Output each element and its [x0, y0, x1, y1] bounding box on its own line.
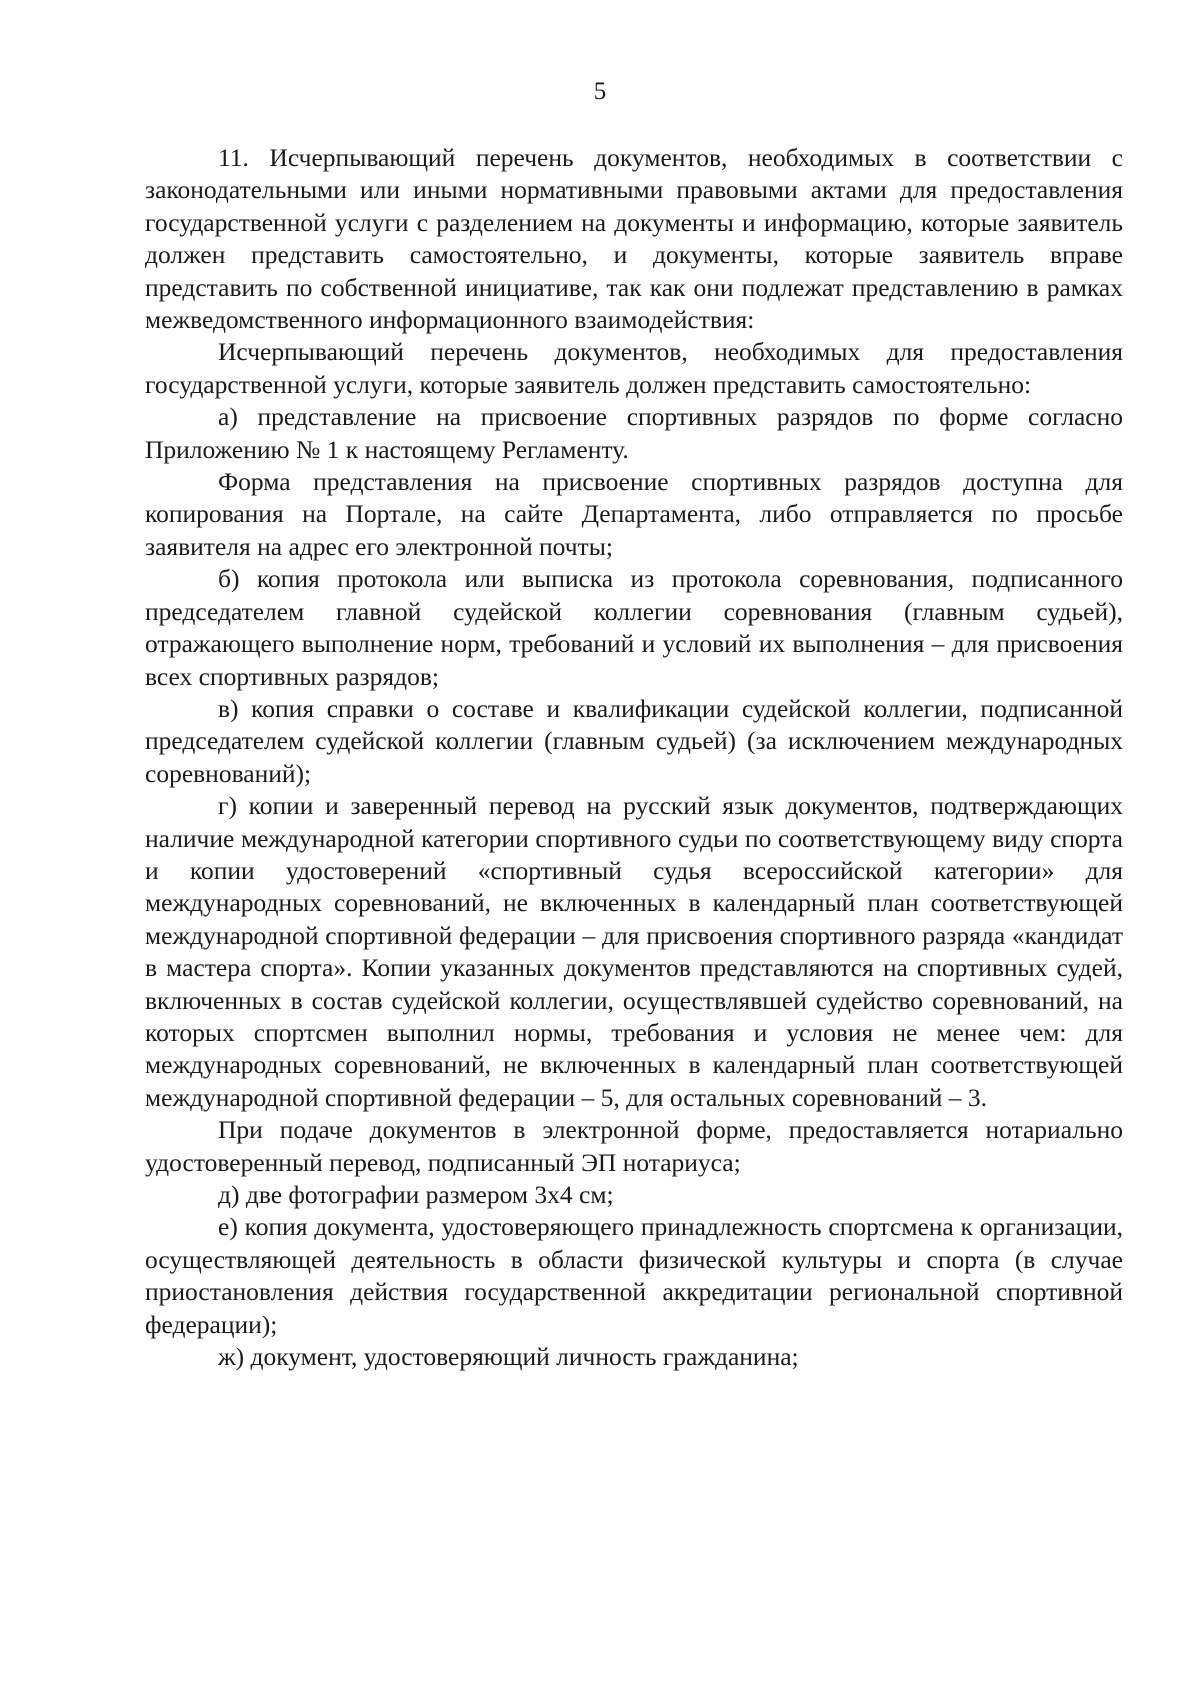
paragraph-item-a: а) представление на присвоение спортивных разрядов по форме согласно Приложению № 1 к настоящему Регламенту.: [145, 402, 1123, 464]
document-body: [145, 142, 1123, 1373]
paragraph-11-intro: 11. Исчерпывающий перечень документов, необходимых в соответствии с законодательными или иными нормативными правовыми актами для предоставления государственной услуги с разделением на документы и информацию, которые заявитель должен представить самостоятельно, и документы, которые заявитель вправе представить по собственной инициативе, так как они подлежат представлению в рамках межведомственного информационного взаимодействия:: [145, 143, 1123, 335]
paragraph-required-list-intro: Исчерпывающий перечень документов, необходимых для предоставления государственной услуги, которые заявитель должен представить самостоятельно:: [145, 337, 1123, 399]
paragraph-item-b: б) копия протокола или выписка из протокола соревнования, подписанного председателем главной судейской коллегии соревнования (главным судьей), отражающего выполнение норм, требований и условий их выполнения – для присвоения всех спортивных разрядов;: [145, 564, 1123, 691]
paragraph-item-g: г) копии и заверенный перевод на русский язык документов, подтверждающих наличие международной категории спортивного судьи по соответствующему виду спорта и копии удостоверений «спортивный судья всероссийской категории» для международных соревнований, не включенных в календарный план соответствующей международной спортивной федерации – для присвоения спортивного разряда «кандидат в мастера спорта». Копии указанных документов представляются на спортивных судей, включенных в состав судейской коллегии, осуществлявшей судейство соревнований, на которых спортсмен выполнил нормы, требования и условия не менее чем: для международных соревнований, не включенных в календарный план соответствующей международной спортивной федерации – 5, для остальных соревнований – 3.: [145, 791, 1123, 1112]
page-number: 5: [593, 78, 607, 105]
paragraph-item-v: в) копия справки о составе и квалификации судейской коллегии, подписанной председателем судейской коллегии (главным судьей) (за исключением международных соревнований);: [145, 693, 1123, 788]
paragraph-item-d: д) две фотографии размером 3x4 см;: [218, 1180, 614, 1209]
paragraph-item-e: е) копия документа, удостоверяющего принадлежность спортсмена к организации, осуществляющей деятельность в области физической культуры и спорта (в случае приостановления действия государственной аккредитации региональной спортивной федерации);: [145, 1212, 1123, 1339]
paragraph-item-zh: ж) документ, удостоверяющий личность гражданина;: [218, 1342, 799, 1372]
paragraph-electronic-submission: При подаче документов в электронной форме, предоставляется нотариально удостоверенный перевод, подписанный ЭП нотариуса;: [145, 1115, 1123, 1177]
paragraph-form-availability: Форма представления на присвоение спортивных разрядов доступна для копирования на Портале, на сайте Департамента, либо отправляется по просьбе заявителя на адрес его электронной почты;: [145, 467, 1123, 561]
